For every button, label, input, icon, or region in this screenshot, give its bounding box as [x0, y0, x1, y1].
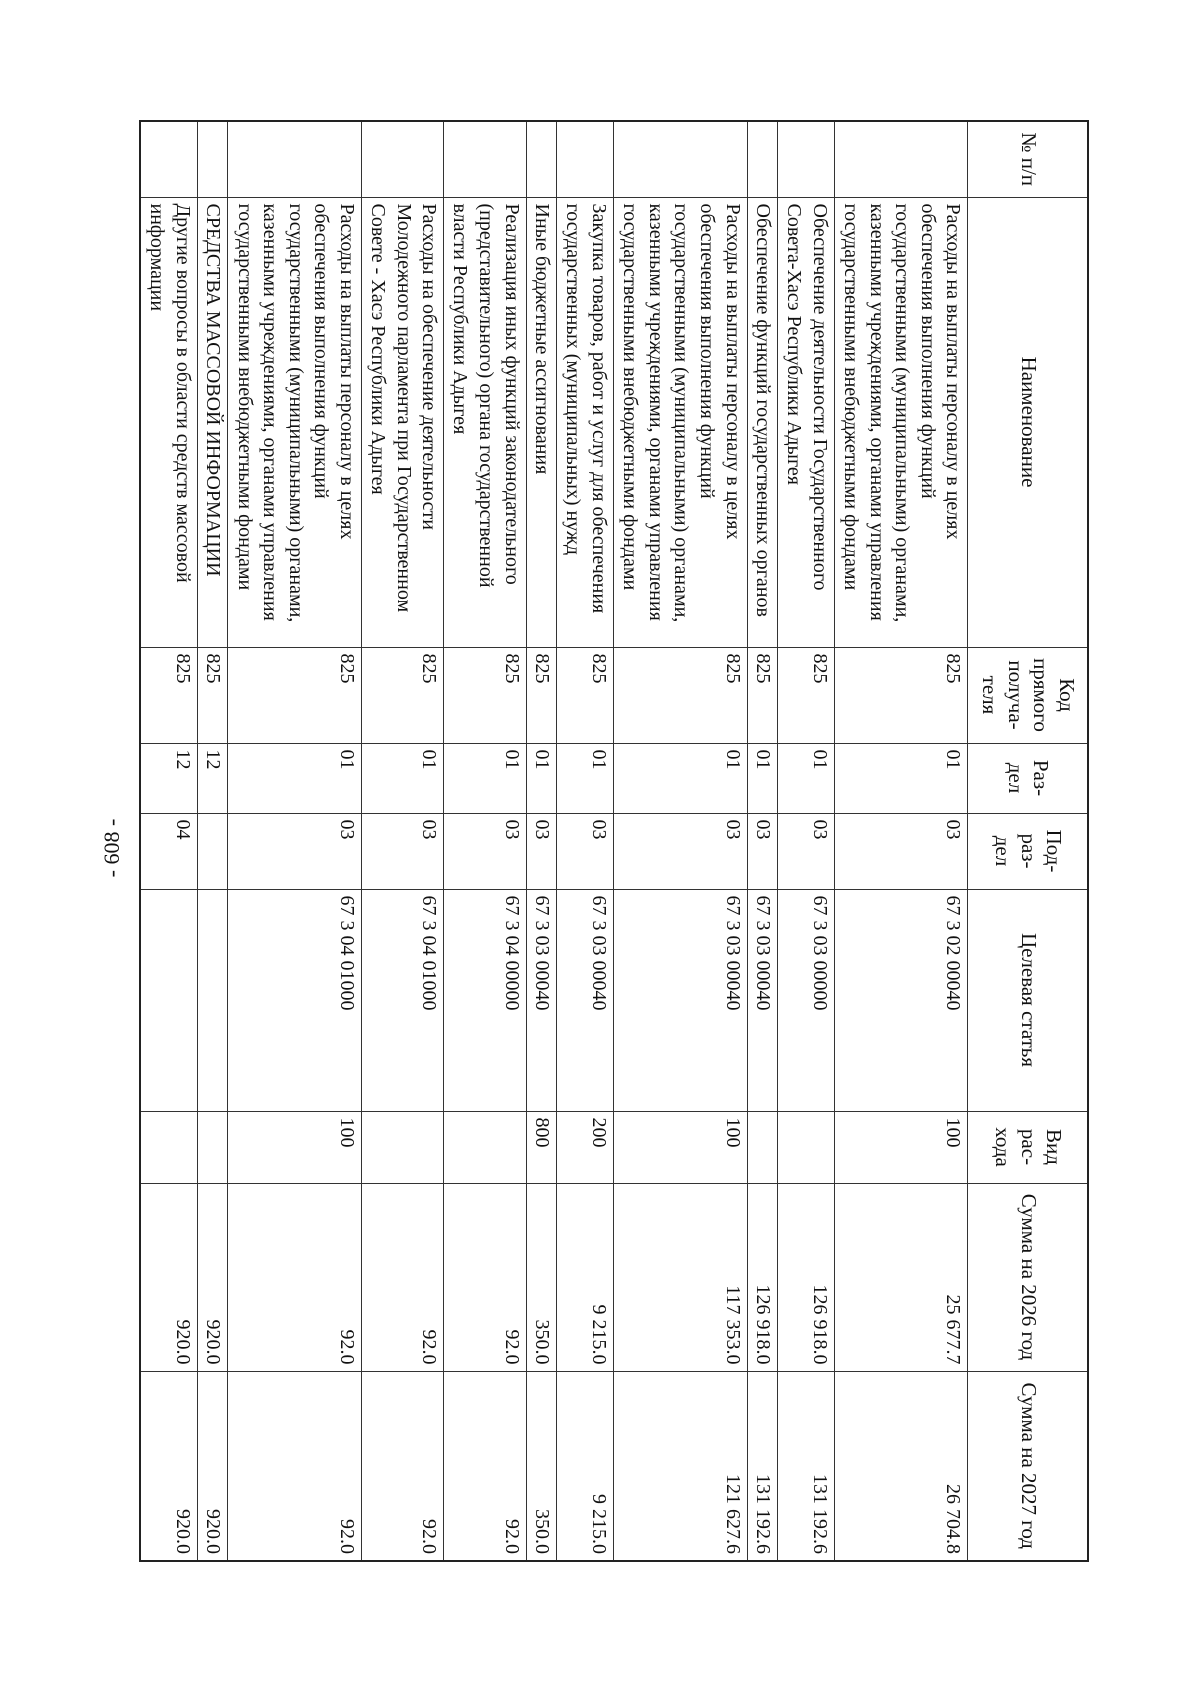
row-np: [834, 121, 968, 197]
table-row: [197, 121, 228, 1561]
budget-table-container: [139, 120, 1089, 1560]
row-celevaya: 67 3 03 00040: [526, 889, 557, 1111]
table-row: [557, 121, 614, 1561]
row-vid: 200: [557, 1111, 614, 1183]
row-sum2026: 92.0: [228, 1183, 362, 1371]
table-row: [778, 121, 835, 1561]
row-vid: 100: [834, 1111, 968, 1183]
row-np: [362, 121, 444, 197]
row-vid: [140, 1111, 197, 1183]
row-razdel: 01: [834, 743, 968, 813]
row-np: [197, 121, 228, 197]
row-podrazdel: 03: [228, 813, 362, 889]
row-razdel: 01: [747, 743, 778, 813]
row-np: [557, 121, 614, 197]
row-razdel: 12: [140, 743, 197, 813]
row-celevaya: [197, 889, 228, 1111]
row-np: [778, 121, 835, 197]
row-code: 825: [778, 647, 835, 743]
row-sum2027: 121 627.6: [613, 1371, 747, 1561]
row-name: Расходы на выплаты персоналу в целях обеспечения выполнения функций государственными (муниципальными) органами, казенными учреждениями, органами управления государственными внебюджетными фондами: [613, 197, 747, 647]
row-podrazdel: 03: [362, 813, 444, 889]
row-celevaya: 67 3 04 01000: [362, 889, 444, 1111]
row-razdel: 01: [526, 743, 557, 813]
table-row: [444, 121, 526, 1561]
header-podrazdel: Под-раз-дел: [968, 813, 1088, 889]
row-podrazdel: 03: [834, 813, 968, 889]
row-np: [613, 121, 747, 197]
row-sum2026: 126 918.0: [778, 1183, 835, 1371]
header-name: Наименование: [968, 197, 1088, 647]
row-sum2026: 126 918.0: [747, 1183, 778, 1371]
row-vid: 800: [526, 1111, 557, 1183]
row-celevaya: 67 3 03 00040: [557, 889, 614, 1111]
row-celevaya: 67 3 03 00040: [747, 889, 778, 1111]
row-sum2026: 920.0: [197, 1183, 228, 1371]
row-sum2027: 92.0: [228, 1371, 362, 1561]
row-razdel: 01: [362, 743, 444, 813]
row-np: [140, 121, 197, 197]
row-sum2027: 350.0: [526, 1371, 557, 1561]
row-celevaya: 67 3 04 00000: [444, 889, 526, 1111]
row-podrazdel: 03: [526, 813, 557, 889]
row-code: 825: [747, 647, 778, 743]
row-name: Расходы на выплаты персоналу в целях обеспечения выполнения функций государственными (муниципальными) органами, казенными учреждениями, органами управления государственными внебюджетными фондами: [228, 197, 362, 647]
row-name: Реализация иных функций законодательного (представительного) органа государственной власти Республики Адыгея: [444, 197, 526, 647]
row-vid: [362, 1111, 444, 1183]
row-razdel: 01: [228, 743, 362, 813]
row-vid: [778, 1111, 835, 1183]
row-code: 825: [526, 647, 557, 743]
row-sum2027: 131 192.6: [778, 1371, 835, 1561]
row-celevaya: [140, 889, 197, 1111]
row-sum2026: 25 677.7: [834, 1183, 968, 1371]
row-np: [228, 121, 362, 197]
row-code: 825: [228, 647, 362, 743]
row-vid: [197, 1111, 228, 1183]
row-sum2026: 92.0: [362, 1183, 444, 1371]
row-podrazdel: [197, 813, 228, 889]
row-code: 825: [362, 647, 444, 743]
header-code: Код прямого получа-теля: [968, 647, 1088, 743]
header-celevaya: Целевая статья: [968, 889, 1088, 1111]
row-razdel: 01: [557, 743, 614, 813]
row-podrazdel: 03: [778, 813, 835, 889]
row-code: 825: [613, 647, 747, 743]
row-celevaya: 67 3 03 00040: [613, 889, 747, 1111]
row-sum2026: 350.0: [526, 1183, 557, 1371]
row-name: Обеспечение функций государственных органов: [747, 197, 778, 647]
row-sum2026: 920.0: [140, 1183, 197, 1371]
row-code: 825: [140, 647, 197, 743]
table-row: [526, 121, 557, 1561]
row-sum2027: 92.0: [362, 1371, 444, 1561]
row-podrazdel: 03: [444, 813, 526, 889]
header-sum2027: Сумма на 2027 год: [968, 1371, 1088, 1561]
header-row: [968, 121, 1088, 1561]
header-np: № п/п: [968, 121, 1088, 197]
row-code: 825: [834, 647, 968, 743]
budget-table: [139, 120, 1089, 1562]
row-vid: [444, 1111, 526, 1183]
row-name: Расходы на выплаты персоналу в целях обеспечения выполнения функций государственными (муниципальными) органами, казенными учреждениями, органами управления государственными внебюджетными фондами: [834, 197, 968, 647]
row-razdel: 12: [197, 743, 228, 813]
row-celevaya: 67 3 03 00000: [778, 889, 835, 1111]
row-vid: 100: [613, 1111, 747, 1183]
row-sum2026: 117 353.0: [613, 1183, 747, 1371]
row-code: 825: [444, 647, 526, 743]
row-np: [444, 121, 526, 197]
row-sum2027: 26 704.8: [834, 1371, 968, 1561]
table-row: [228, 121, 362, 1561]
row-name: Закупка товаров, работ и услуг для обеспечения государственных (муниципальных) нужд: [557, 197, 614, 647]
row-podrazdel: 03: [557, 813, 614, 889]
header-vid: Вид рас-хода: [968, 1111, 1088, 1183]
row-podrazdel: 04: [140, 813, 197, 889]
row-sum2026: 9 215.0: [557, 1183, 614, 1371]
row-sum2027: 131 192.6: [747, 1371, 778, 1561]
row-razdel: 01: [613, 743, 747, 813]
row-podrazdel: 03: [747, 813, 778, 889]
row-np: [747, 121, 778, 197]
row-name: Иные бюджетные ассигнования: [526, 197, 557, 647]
row-code: 825: [197, 647, 228, 743]
row-name: Другие вопросы в области средств массовой информации: [140, 197, 197, 647]
row-podrazdel: 03: [613, 813, 747, 889]
row-sum2027: 920.0: [197, 1371, 228, 1561]
table-row: [613, 121, 747, 1561]
row-razdel: 01: [444, 743, 526, 813]
row-sum2027: 9 215.0: [557, 1371, 614, 1561]
table-row: [140, 121, 197, 1561]
row-sum2027: 920.0: [140, 1371, 197, 1561]
row-sum2027: 92.0: [444, 1371, 526, 1561]
row-celevaya: 67 3 04 01000: [228, 889, 362, 1111]
row-vid: 100: [228, 1111, 362, 1183]
row-razdel: 01: [778, 743, 835, 813]
row-sum2026: 92.0: [444, 1183, 526, 1371]
row-name: Обеспечение деятельности Государственного Совета-Хасэ Республики Адыгея: [778, 197, 835, 647]
table-row: [747, 121, 778, 1561]
table-row: [834, 121, 968, 1561]
page-number: - 608 -: [99, 818, 124, 878]
row-name: Расходы на обеспечение деятельности Молодежного парламента при Государственном Совете - Хасэ Республики Адыгея: [362, 197, 444, 647]
row-code: 825: [557, 647, 614, 743]
table-row: [362, 121, 444, 1561]
header-sum2026: Сумма на 2026 год: [968, 1183, 1088, 1371]
row-name: СРЕДСТВА МАССОВОЙ ИНФОРМАЦИИ: [197, 197, 228, 647]
row-celevaya: 67 3 02 00040: [834, 889, 968, 1111]
row-np: [526, 121, 557, 197]
header-razdel: Раз-дел: [968, 743, 1088, 813]
row-vid: [747, 1111, 778, 1183]
